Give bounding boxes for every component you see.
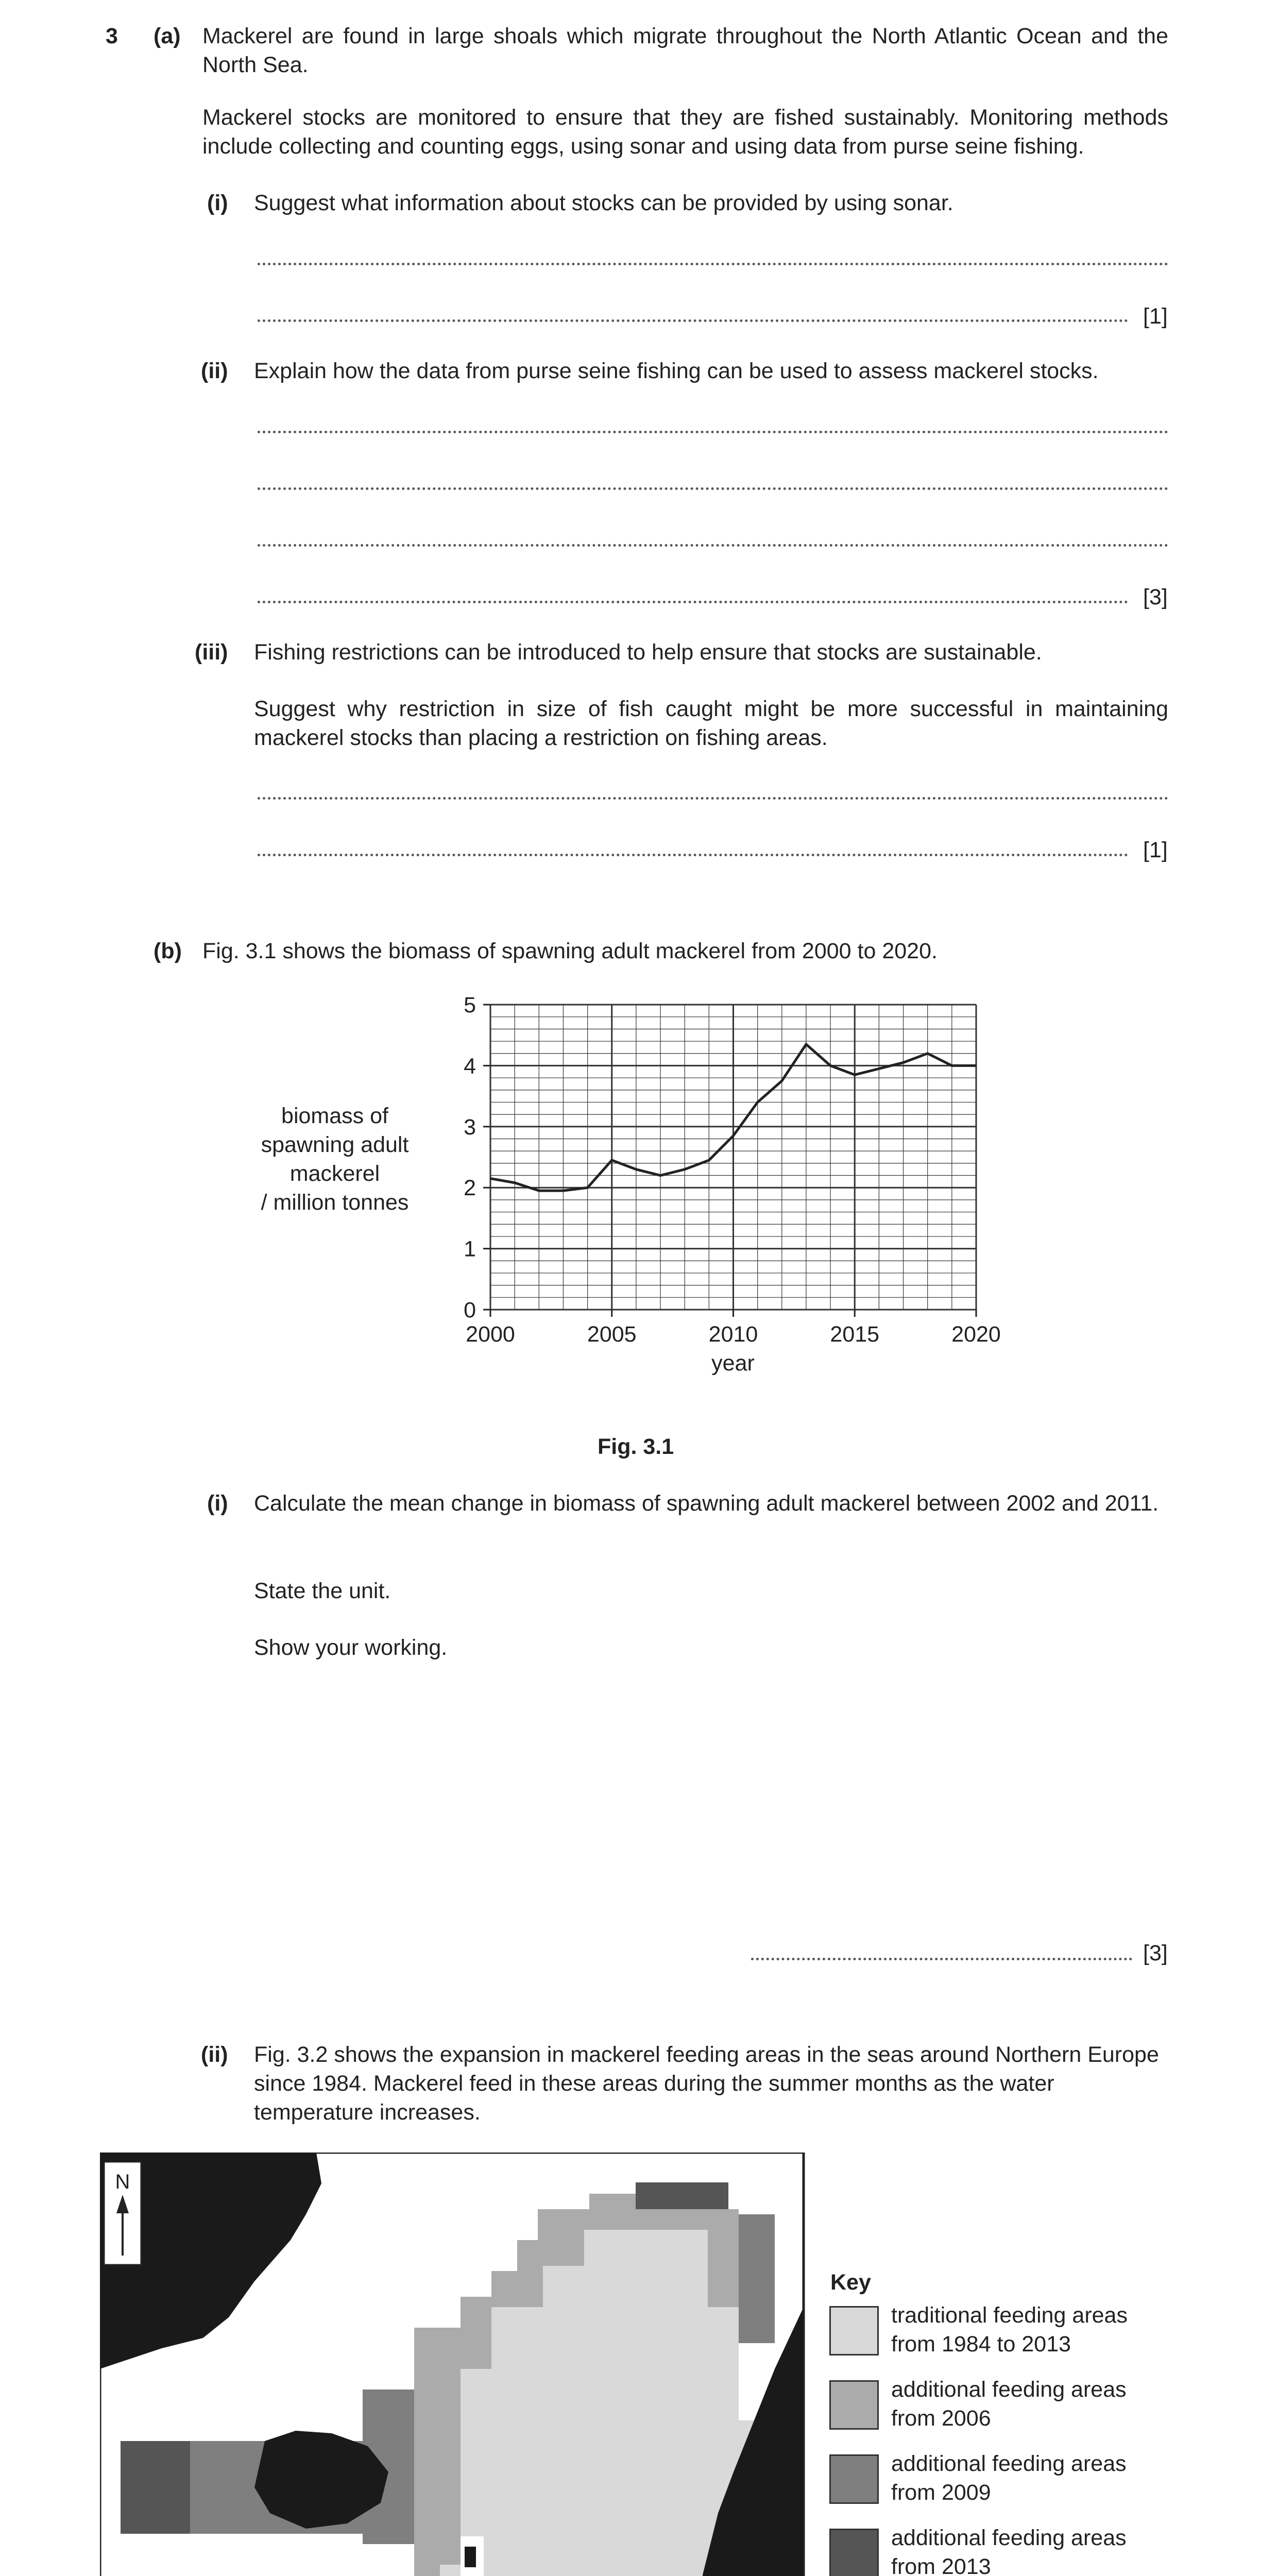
feeding-area-map (100, 2153, 806, 2576)
key-label-2009: additional feeding areas from 2009 (891, 2451, 1127, 2505)
y-tick-label: 5 (464, 993, 476, 1018)
answer-line[interactable] (258, 601, 1128, 603)
key-swatch-2006 (829, 2380, 879, 2430)
north-label: N (115, 2171, 130, 2193)
answer-line[interactable] (258, 319, 1128, 322)
answer-line[interactable] (258, 487, 1168, 490)
part-a-intro1: Mackerel are found in large shoals which migrate throughout the North Atlantic Ocean and the North Sea. (202, 24, 1168, 77)
answer-line[interactable] (258, 544, 1168, 547)
part-a-label: (a) (154, 24, 181, 48)
chart-ticks (464, 993, 1001, 1347)
b-i-text1: Calculate the mean change in biomass of spawning adult mackerel between 2002 and 2011. (254, 1491, 1159, 1516)
mark-a-i: [1] (1143, 304, 1168, 329)
mark-b-i: [3] (1143, 1941, 1168, 1965)
key-label-traditional: traditional feeding areas from 1984 to 2013 (891, 2303, 1128, 2357)
key-title: Key (830, 2270, 871, 2295)
b-i-text2: State the unit. (254, 1579, 391, 1603)
chart-ylabel-line: biomass of (281, 1104, 388, 1128)
a-i-text: Suggest what information about stocks can be provided by using sonar. (254, 191, 953, 215)
y-tick-label: 0 (464, 1298, 476, 1323)
fig1-caption: Fig. 3.1 (598, 1434, 674, 1459)
answer-line[interactable] (751, 1958, 1132, 1960)
b-ii-text1: Fig. 3.2 shows the expansion in mackerel feeding areas in the seas around Northern Europe since 1984. Mackerel feed in these areas during the summer months as the water temperature increases. (254, 2042, 1159, 2125)
a-iii-label: (iii) (195, 640, 228, 665)
x-tick-label: 2010 (708, 1322, 758, 1347)
y-tick-label: 2 (464, 1176, 476, 1201)
y-tick-label: 3 (464, 1114, 476, 1140)
a-i-label: (i) (207, 191, 228, 215)
b-i-text3: Show your working. (254, 1635, 448, 1660)
part-b-intro: Fig. 3.1 shows the biomass of spawning adult mackerel from 2000 to 2020. (202, 939, 938, 963)
a-ii-text: Explain how the data from purse seine fishing can be used to assess mackerel stocks. (254, 359, 1099, 383)
key-label-2013: additional feeding areas from 2013 (891, 2526, 1127, 2576)
chart-grid (490, 1005, 976, 1310)
key-swatch-2013 (829, 2529, 879, 2576)
x-tick-label: 2020 (951, 1322, 1001, 1347)
x-tick-label: 2015 (830, 1322, 880, 1347)
chart-ylabel-line: mackerel (289, 1161, 380, 1186)
answer-line[interactable] (258, 431, 1168, 433)
x-tick-label: 2000 (466, 1322, 515, 1347)
biomass-chart (227, 989, 1030, 1391)
a-iii-text1: Fishing restrictions can be introduced to help ensure that stocks are sustainable. (254, 640, 1042, 665)
chart-ylabel (261, 1104, 409, 1215)
y-tick-label: 1 (464, 1236, 476, 1262)
y-tick-label: 4 (464, 1054, 476, 1079)
key-swatch-2009 (829, 2454, 879, 2504)
chart-ylabel-line: spawning adult (261, 1132, 409, 1157)
key-swatch-traditional (829, 2306, 879, 2355)
b-ii-label: (ii) (201, 2042, 228, 2067)
part-a-intro2: Mackerel stocks are monitored to ensure that they are fished sustainably. Monitoring methods include collecting and counting eggs, using sonar and using data from purse seine fishing. (202, 105, 1168, 159)
answer-line[interactable] (258, 263, 1168, 265)
chart-xlabel: year (711, 1351, 755, 1376)
question-number: 3 (106, 24, 118, 48)
mark-a-iii: [1] (1143, 838, 1168, 862)
faroe-islands (465, 2547, 476, 2567)
a-iii-text2: Suggest why restriction in size of fish caught might be more successful in maintaining mackerel stocks than placing a restriction on fishing areas. (254, 697, 1168, 750)
x-tick-label: 2005 (587, 1322, 637, 1347)
chart-ylabel-line: / million tonnes (261, 1190, 409, 1215)
answer-line[interactable] (258, 797, 1168, 800)
answer-line[interactable] (258, 854, 1128, 856)
b-i-label: (i) (207, 1491, 228, 1516)
a-ii-label: (ii) (201, 359, 228, 383)
part-b-label: (b) (154, 939, 182, 963)
mark-a-ii: [3] (1143, 585, 1168, 609)
key-label-2006: additional feeding areas from 2006 (891, 2377, 1127, 2431)
